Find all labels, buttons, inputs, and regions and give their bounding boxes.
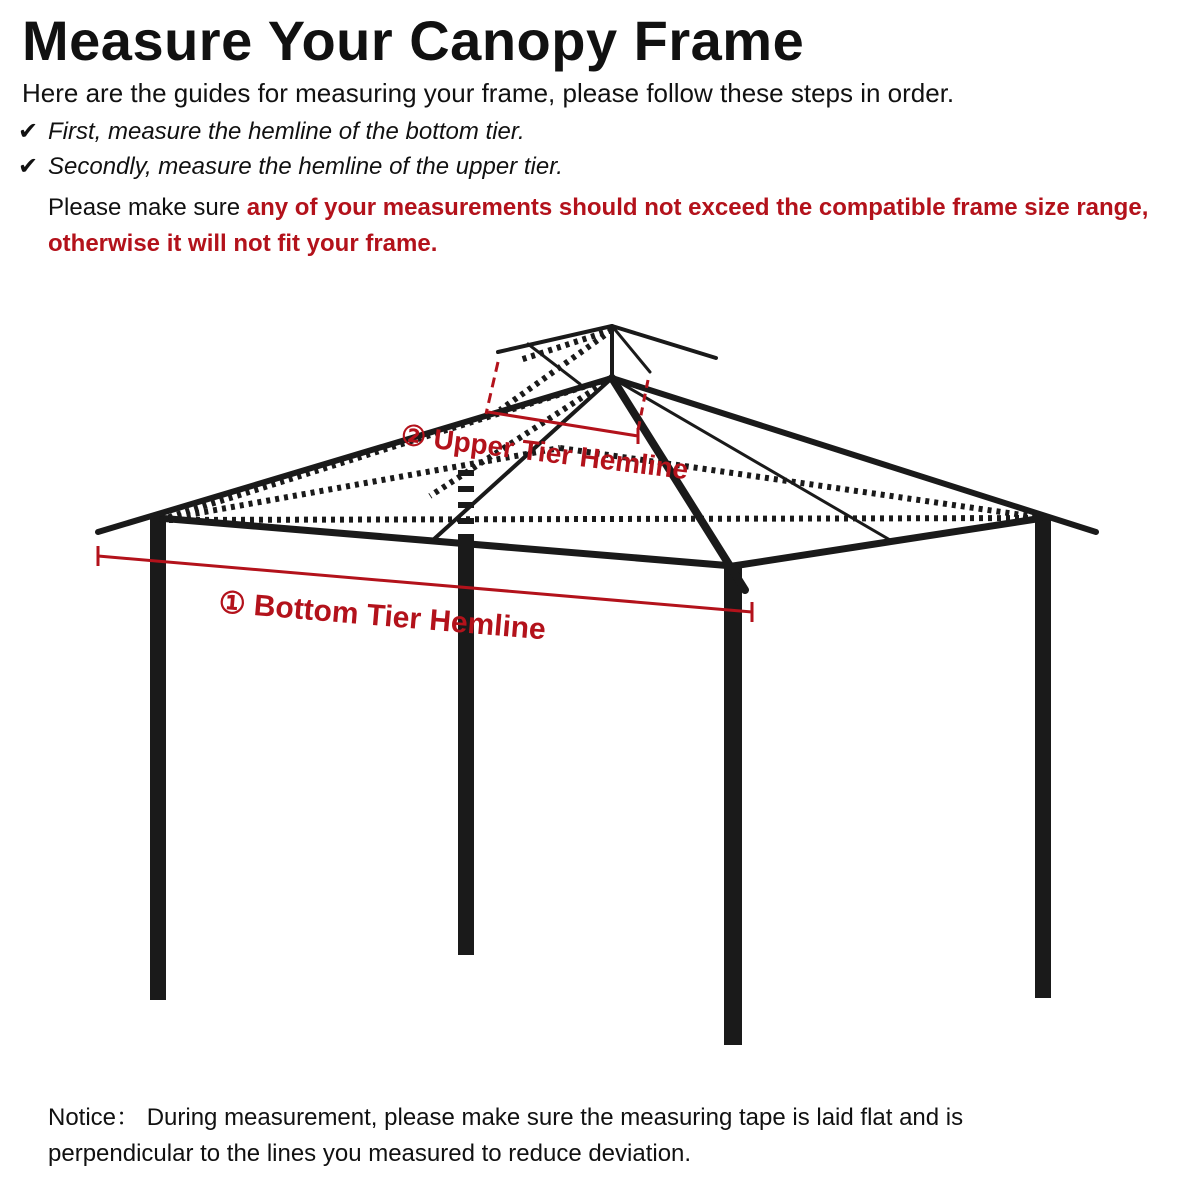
step-second-text: Secondly, measure the hemline of the upper tier. [48,153,563,180]
canopy-frame-diagram [0,300,1200,1080]
notice [48,1100,1108,1172]
check-icon: ✔ [18,153,39,180]
rail-front-right [733,518,1043,566]
step-first [18,117,525,146]
size-warning [48,190,1158,262]
step-first-text: First, measure the hemline of the bottom tier. [48,118,525,145]
rail-front-left [158,518,733,566]
notice-label: Notice： [48,1104,141,1131]
top-vent-right [612,326,716,358]
top-vent-strut-left [528,344,580,384]
upper-tier-dotted-lines [160,330,1043,520]
notice-text: During measurement, please make sure the measuring tape is laid flat and is perpendicular to the lines you measured to reduce deviation. [48,1104,964,1167]
intro-text: Here are the guides for measuring your frame, please follow these steps in order. [22,78,955,108]
warning-prefix: Please make sure [48,194,247,221]
bottom-tier-label: ① Bottom Tier Hemline [217,586,548,647]
check-icon: ✔ [18,118,39,145]
step-second [18,152,563,181]
warning-highlight: any of your measurements should not exceed the compatible frame size range, otherwise it will not fit your frame. [48,194,1149,257]
upper-tier-label: ② Upper Tier Hemline [399,419,691,486]
page-title: Measure Your Canopy Frame [22,9,805,72]
